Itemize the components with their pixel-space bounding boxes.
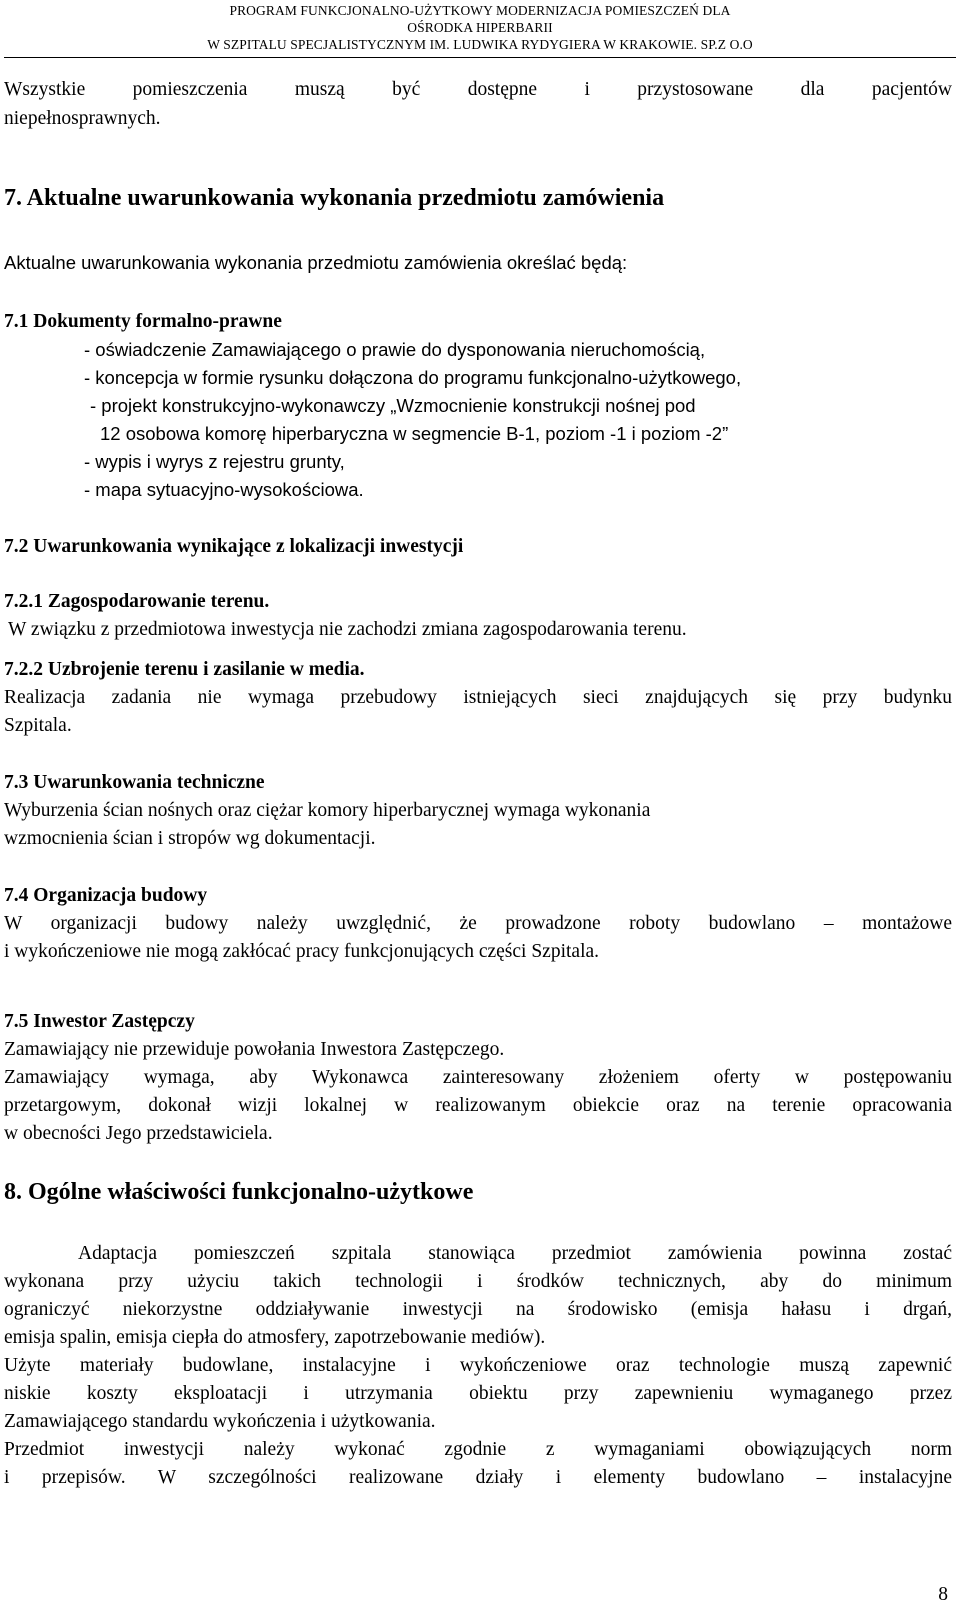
header-line-2: OŚRODKA HIPERBARII <box>407 20 553 35</box>
section-8-p1-line: wykonana przy użyciu takich technologii i środków technicznych, aby do minimum <box>4 1271 952 1292</box>
header-line-1: PROGRAM FUNKCJONALNO-UŻYTKOWY MODERNIZACJA POMIESZCZEŃ DLA <box>229 3 731 18</box>
section-8-p1-line: ograniczyć niekorzystne oddziaływanie inwestycji na środowisko (emisja hałasu i drgań, <box>4 1299 952 1320</box>
section-7-2-1-text: W związku z przedmiotowa inwestycja nie zachodzi zmiana zagospodarowania terenu. <box>8 619 687 640</box>
section-7-3-line-2: wzmocnienia ścian i stropów wg dokumentacji. <box>4 828 376 849</box>
section-7-5-line-2: Zamawiający wymaga, aby Wykonawca zainteresowany złożeniem oferty w postępowaniu <box>4 1067 952 1088</box>
section-7-4-line-2: i wykończeniowe nie mogą zakłócać pracy funkcjonujących części Szpitala. <box>4 941 600 962</box>
section-7-5-heading: 7.5 Inwestor Zastępczy <box>4 1011 195 1032</box>
list-item: - oświadczenie Zamawiającego o prawie do dysponowania nieruchomością, <box>84 339 706 360</box>
section-7-3-line-1: Wyburzenia ścian nośnych oraz ciężar komory hiperbarycznej wymaga wykonania <box>4 800 651 821</box>
section-7-4-line-1: W organizacji budowy należy uwzględnić, że prowadzone roboty budowlano – montażowe <box>4 913 952 934</box>
section-8-p1-line: emisja spalin, emisja ciepła do atmosfery, zapotrzebowanie mediów). <box>4 1327 546 1348</box>
section-7-5-line-1: Zamawiający nie przewiduje powołania Inwestora Zastępczego. <box>4 1039 505 1060</box>
header-line-3: W SZPITALU SPECJALISTYCZNYM IM. LUDWIKA RYDYGIERA W KRAKOWIE. SP.Z O.O <box>207 37 753 52</box>
section-7-2-heading: 7.2 Uwarunkowania wynikające z lokalizacji inwestycji <box>4 536 464 557</box>
header-rule <box>4 57 956 58</box>
list-item: - wypis i wyrys z rejestru grunty, <box>84 451 345 472</box>
section-8-p2-line: niskie koszty eksploatacji i utrzymania obiektu przy zapewnieniu wymaganego przez <box>4 1383 952 1404</box>
section-7-1-heading: 7.1 Dokumenty formalno-prawne <box>4 311 282 332</box>
list-item: - projekt konstrukcyjno-wykonawczy „Wzmocnienie konstrukcji nośnej pod <box>90 395 696 416</box>
list-item: - koncepcja w formie rysunku dołączona do programu funkcjonalno-użytkowego, <box>84 367 742 388</box>
section-7-3-heading: 7.3 Uwarunkowania techniczne <box>4 772 265 793</box>
intro-line-1: Wszystkie pomieszczenia muszą być dostępne i przystosowane dla pacjentów <box>4 79 952 100</box>
section-8-p2-line: Użyte materiały budowlane, instalacyjne i wykończeniowe oraz technologie muszą zapewnić <box>4 1355 952 1376</box>
page-number: 8 <box>938 1584 948 1605</box>
section-7-lead: Aktualne uwarunkowania wykonania przedmiotu zamówienia określać będą: <box>4 252 628 273</box>
section-8-p3-line: i przepisów. W szczególności realizowane działy i elementy budowlano – instalacyjne <box>4 1467 952 1488</box>
section-7-2-2-line-2: Szpitala. <box>4 715 72 736</box>
section-7-4-heading: 7.4 Organizacja budowy <box>4 885 208 906</box>
section-8-p3-line: Przedmiot inwestycji należy wykonać zgodnie z wymaganiami obowiązujących norm <box>4 1439 952 1460</box>
section-7-5-line-4: w obecności Jego przedstawiciela. <box>4 1123 273 1144</box>
section-7-2-2-heading: 7.2.2 Uzbrojenie terenu i zasilanie w media. <box>4 659 365 680</box>
section-8-p2-line: Zamawiającego standardu wykończenia i użytkowania. <box>4 1411 436 1432</box>
section-7-heading: 7. Aktualne uwarunkowania wykonania przedmiotu zamówienia <box>4 185 665 211</box>
section-8-p1-line: Adaptacja pomieszczeń szpitala stanowiąca przedmiot zamówienia powinna zostać <box>78 1243 952 1264</box>
intro-line-2: niepełnosprawnych. <box>4 108 161 129</box>
list-item: - mapa sytuacyjno-wysokościowa. <box>84 479 364 500</box>
section-8-heading: 8. Ogólne właściwości funkcjonalno-użytkowe <box>4 1179 474 1205</box>
section-7-2-1-heading: 7.2.1 Zagospodarowanie terenu. <box>4 591 270 612</box>
list-item-continuation: 12 osobowa komorę hiperbaryczna w segmencie B-1, poziom -1 i poziom -2” <box>100 423 729 444</box>
section-7-5-line-3: przetargowym, dokonał wizji lokalnej w realizowanym obiekcie oraz na terenie opracowania <box>4 1095 952 1116</box>
section-7-2-2-line-1: Realizacja zadania nie wymaga przebudowy istniejących sieci znajdujących się przy budynku <box>4 687 952 708</box>
